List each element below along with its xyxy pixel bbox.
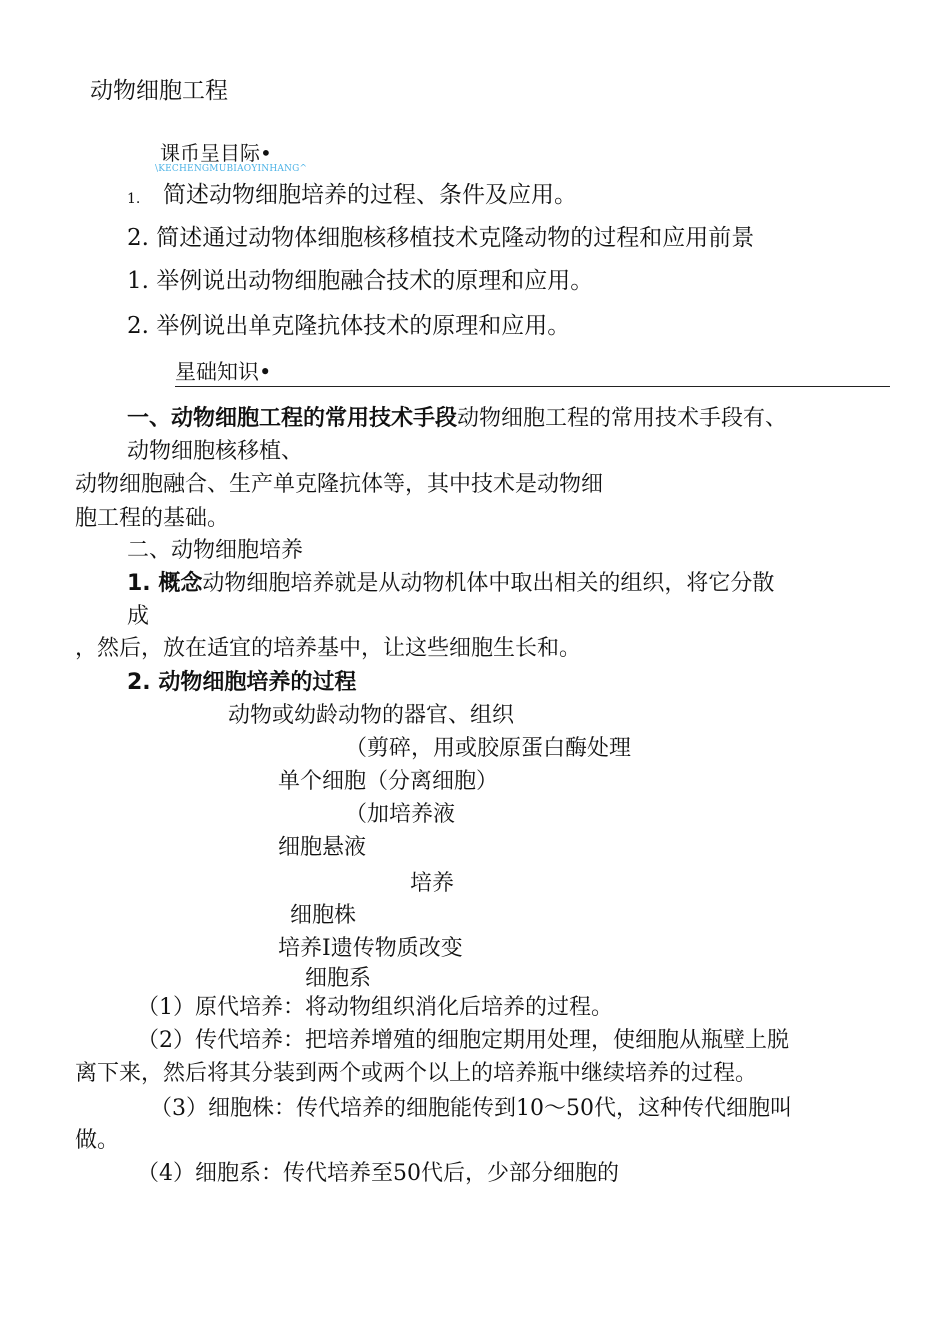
item-cell-strain-line-2: 做。 — [75, 1128, 120, 1153]
item-cell-strain-line-1: （3）细胞株：传代培养的细胞能传到10〜50代，这种传代细胞叫 — [150, 1096, 792, 1121]
goal-4-number: 2. — [127, 313, 149, 339]
section-divider — [175, 386, 890, 387]
concept-line-3: ，然后，放在适宜的培养基中，让这些细胞生长和。 — [75, 636, 582, 661]
goal-1-number: 1. — [127, 191, 141, 207]
flow-step-3: 单个细胞（分离细胞） — [278, 769, 499, 794]
flow-step-8: 培养Ⅰ遗传物质改变 — [278, 936, 463, 961]
concept-line-1 — [127, 573, 774, 595]
process-heading: 2. 动物细胞培养的过程 — [127, 670, 357, 695]
item-primary-culture: （1）原代培养：将动物组织消化后培养的过程。 — [137, 995, 613, 1020]
section-1-heading: 一、动物细胞工程的常用技术手段 — [127, 406, 458, 431]
flow-step-6: 培养 — [410, 871, 455, 896]
section-1-line-1 — [127, 408, 787, 430]
item-subculture-line-2: 离下来，然后将其分装到两个或两个以上的培养瓶中继续培养的过程。 — [75, 1061, 758, 1086]
item-cell-line: （4）细胞系：传代培养至50代后，少部分细胞的 — [137, 1161, 619, 1186]
flow-step-4: （加培养液 — [345, 802, 456, 827]
flow-step-2: （剪碎，用或胶原蛋白酶处理 — [345, 736, 632, 761]
course-goals-heading: 课币呈目际• — [160, 141, 272, 165]
course-goals-pinyin: \KECHENGMUBIAOYINHANG^ — [155, 164, 308, 174]
flow-step-5: 细胞悬液 — [278, 835, 367, 860]
section-1-line-1-text: 动物细胞工程的常用技术手段有、 — [457, 406, 788, 431]
flow-step-1: 动物或幼龄动物的器官、组织 — [228, 703, 515, 728]
goal-1-text: 简述动物细胞培养的过程、条件及应用。 — [163, 182, 577, 208]
flow-step-7: 细胞株 — [290, 903, 357, 928]
goal-4 — [127, 315, 570, 338]
goal-3-number: 1. — [127, 268, 149, 294]
goal-4-text: 举例说出单克隆抗体技术的原理和应用。 — [156, 313, 571, 339]
flow-step-9: 细胞系 — [305, 966, 372, 991]
goal-3-text: 举例说出动物细胞融合技术的原理和应用。 — [156, 268, 594, 294]
item-subculture-line-1: （2）传代培养：把培养增殖的细胞定期用处理，使细胞从瓶壁上脱 — [137, 1028, 789, 1053]
basic-knowledge-heading: 星础知识• — [175, 360, 272, 384]
document-title: 动物细胞工程 — [90, 78, 228, 104]
goal-2 — [127, 227, 754, 250]
concept-label: 1. 概念 — [127, 571, 203, 596]
goal-3 — [127, 270, 593, 293]
section-1-line-3: 动物细胞融合、生产单克隆抗体等，其中技术是动物细 — [75, 472, 604, 497]
goal-2-number: 2. — [127, 225, 149, 251]
section-1-line-2: 动物细胞核移植、 — [127, 439, 304, 464]
goal-2-text: 简述通过动物体细胞核移植技术克隆动物的过程和应用前景 — [156, 225, 755, 251]
concept-line-1-text: 动物细胞培养就是从动物机体中取出相关的组织，将它分散 — [202, 571, 775, 596]
section-1-line-4: 胞工程的基础。 — [75, 506, 230, 531]
concept-line-2: 成 — [127, 604, 150, 629]
section-2-heading: 二、动物细胞培养 — [127, 538, 304, 563]
